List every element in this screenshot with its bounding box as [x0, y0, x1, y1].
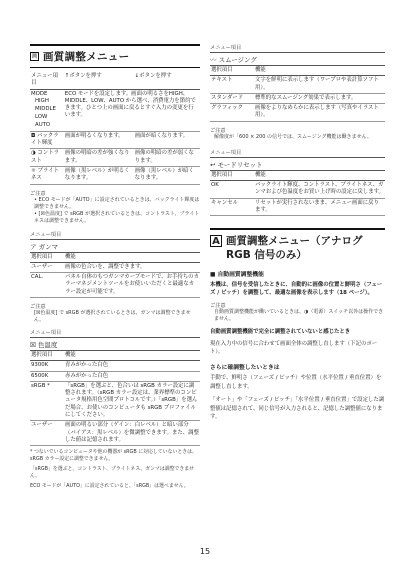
note-heading: ご注意 [210, 303, 226, 310]
picture-menu-icon: 画 [31, 52, 38, 60]
section-header [30, 44, 200, 68]
reset-table: 選択項目 機能 OK バックライト輝度、コントラスト、ブライトネス、ガンマおよび色温度をお買い上げ時の設定に戻します。 キャンセル リセットが実行されないまま、メニュー画面に戻ります。 [210, 171, 385, 216]
note-heading: ご注意 [30, 304, 46, 310]
table-row: スタンダード 標準的なスムージング効果で表示します。 [210, 93, 385, 103]
paragraph: 自動画質調整機能で完全に調整されていないと感じたとき [210, 329, 351, 336]
reset-item: ↩ モードリセット [210, 159, 385, 171]
table-row: テキスト 文字を鮮明に表示します（ワープロや表計算ソフト用）。 [210, 76, 385, 94]
footnote: 「sRGB」を選ぶと、コントラスト、ブライトネス、ガンマは調整できません。 [30, 465, 195, 479]
analog-section-header [210, 228, 385, 262]
col-header: ↓ボタンを押す [134, 72, 200, 89]
table-row: キャンセル リセットが実行されないまま、メニュー画面に戻ります。 [210, 198, 385, 216]
table-row: ユーザー 画像の色合いを、調整できます。 [30, 262, 200, 272]
table-row: ◑ コントラスト 画像の明暗の差が強くなります。 画像の明暗の差が弱くなります。 [30, 149, 200, 167]
analog-icon: A [210, 235, 222, 247]
table-row: sRGB * 「sRGB」を選ぶと、色合いは sRGB カラー設定に調整されます。（sRGB カラー設定は、業界標準のコンピュータ規格用色空間プロトコルです。）「sRGB」を選んだ場合、お使いのコンピュータも sRGB プロファイルにしてください。 [30, 381, 200, 420]
table-row: OK バックライト輝度、コントラスト、ブライトネス、ガンマおよび色温度をお買い上げ時の設定に戻します。 [210, 181, 385, 199]
smoothing-item: 〰 スムージング [210, 54, 385, 66]
col-header: ↑ボタンを押す [64, 72, 134, 89]
subheading: さらに確調整したいときは [210, 365, 280, 372]
note-text: [☒色温度] で sRGB が選択されているときは、ガンマは調整できません。 [34, 310, 191, 323]
section-title: 画質調整メニュー [43, 51, 130, 63]
menu-label: メニュー項目 [30, 330, 62, 336]
note-text: • ECO モードが「AUTO」に設定されているときは、バックライト輝度は調整できません。 [34, 196, 200, 210]
picture-settings-table [30, 72, 200, 185]
note-text: 解像度が「600 × 200 の信号では、スムージング機能は働きません。 [214, 133, 372, 140]
mode-cell: MODE HIGH MIDDLE LOW AUTO [30, 89, 64, 131]
color-temp-table: 選択項目 機能 9300K 青みがかった白色 6500K 赤みがかった白色 sRGB * 「sRGB」を選ぶと、色合いは sRGB カラー設定に調整されます。（sRGB カラー設定は、業界標準のコンピュータ規格用色空間プロトコルです。）「sRGB」を選んだ場合、お使いのコンピュータも sRGB プロファイルにしてください。 ユーザー 画面の明るい部分（ゲイン：白レベル）と暗い部分（バイアス：黒レベル）を微調整できます。また、調整した値は記憶されます。 [30, 351, 200, 446]
table-row: 6500K 赤みがかった白色 [30, 371, 200, 381]
page-number: 15 [199, 547, 211, 556]
table-row: 9300K 青みがかった白色 [30, 361, 200, 371]
col-header: メニュー項目 [30, 72, 64, 89]
subheading: ■ 自動画質調整機能 [210, 271, 264, 278]
menu-label: メニュー項目 [30, 231, 62, 238]
color-temp-item: ☒ 色温度 [30, 339, 200, 351]
note-heading: ご注意 [30, 190, 46, 197]
table-row [30, 89, 200, 131]
smoothing-table: 選択項目 機能 テキスト 文字を鮮明に表示します（ワープロや表計算ソフト用）。 スタンダード 標準的なスムージング効果で表示します。 グラフィック 画像をよりなめらかに表示します（写真やイラスト用）。 [210, 66, 385, 122]
menu-label: メニュー項目 [210, 45, 242, 51]
paragraph: 「オート」や「フェーズ / ピッチ」「水平位置 / 垂直位置」で設定した調整値は記憶されて、同じ信号が入力されると、記憶した調整値になります。 [210, 397, 385, 420]
mode-description: ECO モードを設定します。画面の明るさをHIGH、MIDDLE、LOW、AUTO から選べ、消費電力を節約できます。ひとつ上の画面に戻るとすぐ入力の変更を行います。 [64, 89, 200, 131]
footnote: * つないでいるコンピュータや他の機器が sRGB に対応していないときは、sRGB カラー設定に調整できません。 [30, 449, 197, 463]
right-column [210, 44, 385, 421]
paragraph: 現在入力中の信号に合わせて画面全体の調整し直します（下記のポート）。 [210, 340, 378, 356]
note-heading: ご注意 [210, 127, 226, 134]
left-column [30, 44, 200, 490]
footnote: ECO モードが「AUTO」に設定されていると、「sRGB」は選べません。 [30, 482, 189, 489]
menu-label: メニュー項目 [210, 149, 242, 156]
paragraph: 手動で、鮮明さ（フェーズ / ピッチ）や位置（水平位置 / 垂直位置）を調整し直します。 [210, 375, 382, 390]
table-row: ☼ ブライトネス 画像（黒レベル）が明るくなります。 画像（黒レベル）が暗くなります。 [30, 166, 200, 184]
analog-section-title: 画質調整メニュー（アナログ RGB 信号のみ） [226, 235, 363, 262]
note-text: • [☒色温度] で sRGB が選択されているときは、コントラスト、ブライトネスは調整できません。 [34, 210, 200, 224]
gamma-item: ア ガンマ [30, 241, 200, 253]
table-row: グラフィック 画像をよりなめらかに表示します（写真やイラスト用）。 [210, 104, 385, 122]
table-row: ユーザー 画面の明るい部分（ゲイン：白レベル）と暗い部分（バイアス：黒レベル）を微調整できます。また、調整した値は記憶されます。 [30, 421, 200, 446]
table-row: ◘ バックライト輝度 画面が明るくなります。 画面が暗くなります。 [30, 131, 200, 149]
paragraph: 本機は、信号を受信したときに、自動的に画像の位置と鮮明さ（フェーズ / ピッチ）を調整して、最適な画像を表示します（18 ページ）。 [210, 281, 383, 296]
table-row: CAL. パネル自体のもつガンマカーブモードで、お手持ちのカラーマネジメントツールをお使いいただくと最適なカラー設定が可能です。 [30, 273, 200, 298]
gamma-table: 選択項目 機能 ユーザー 画像の色合いを、調整できます。 CAL. パネル自体のもつガンマカーブモードで、お手持ちのカラーマネジメントツールをお使いいただくと最適なカラー設定が可能です。 [30, 253, 200, 298]
note-text: 自動画質調整機能が働いているときは、◑（電源）スイッチ以外は操作できません。 [214, 309, 384, 323]
